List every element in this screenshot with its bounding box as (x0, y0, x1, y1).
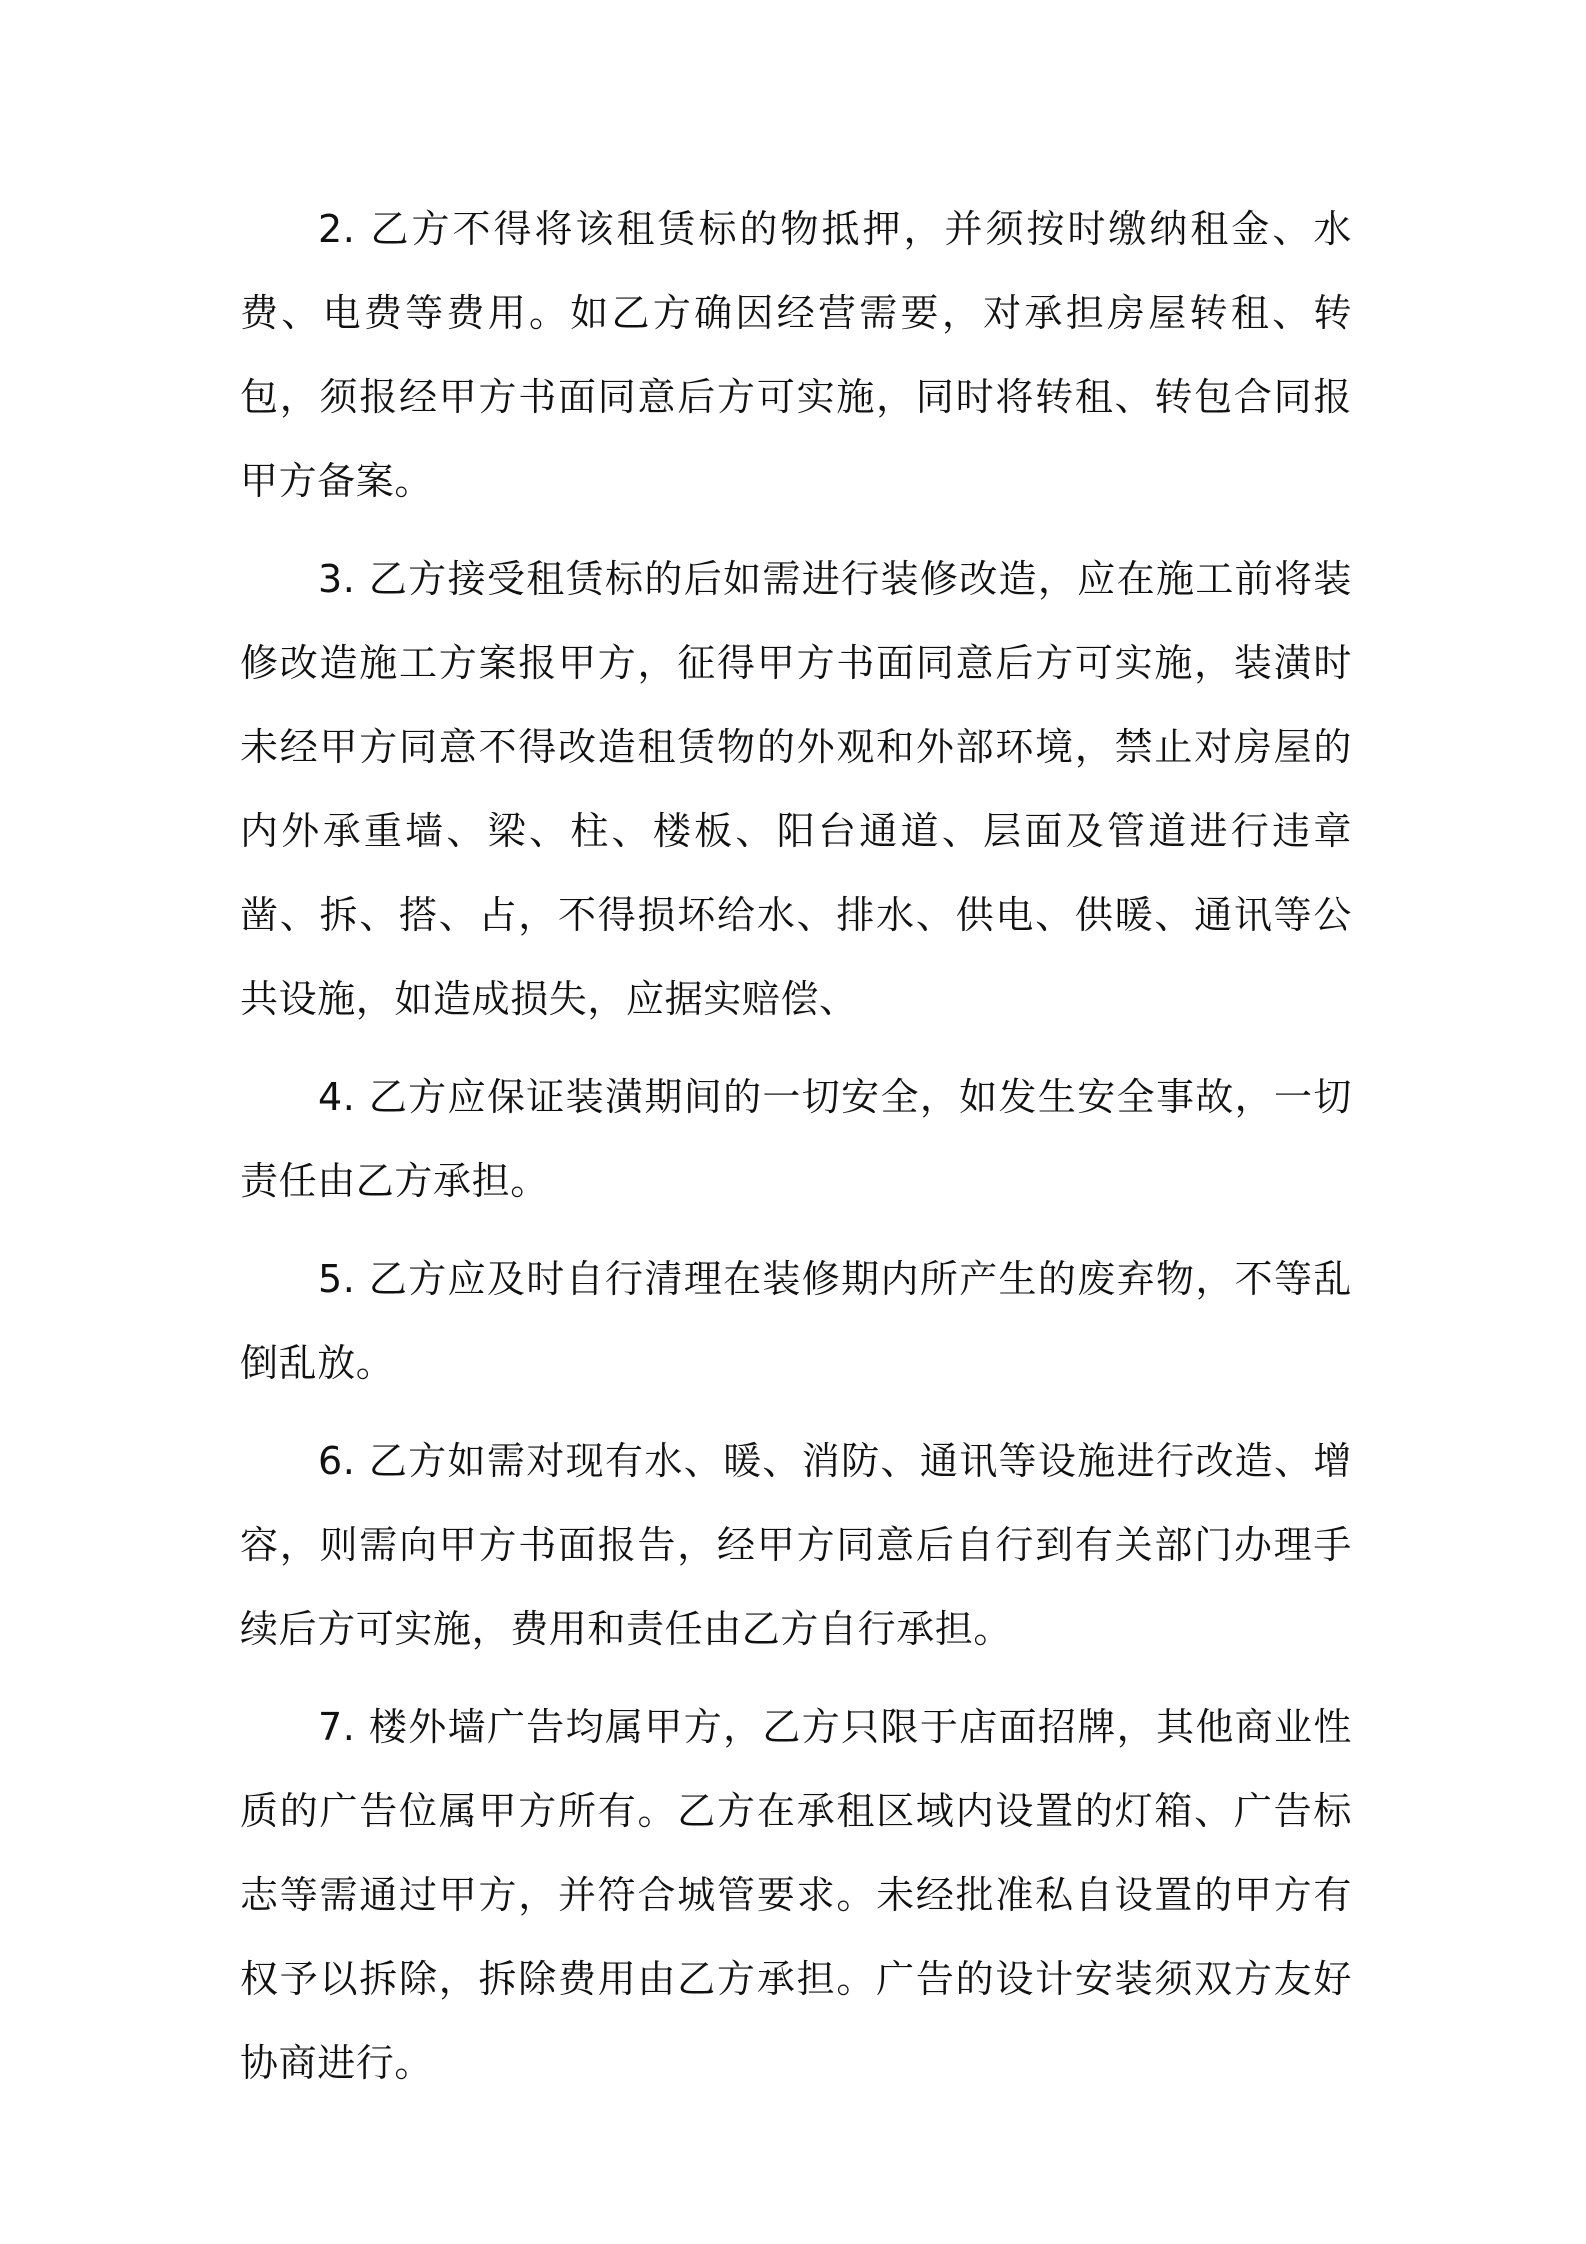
clause-6: 6. 乙方如需对现有水、暖、消防、通讯等设施进行改造、增容，则需向甲方书面报告，经甲方同意后自行到有关部门办理手续后方可实施，费用和责任由乙方自行承担。 (240, 1439, 1352, 1651)
clause-7: 7. 楼外墙广告均属甲方，乙方只限于店面招牌，其他商业性质的广告位属甲方所有。乙方在承租区域内设置的灯箱、广告标志等需通过甲方，并符合城管要求。未经批准私自设置的甲方有权予以拆除，拆除费用由乙方承担。广告的设计安装须双方友好协商进行。 (240, 1705, 1352, 2085)
clause-4: 4. 乙方应保证装潢期间的一切安全，如发生安全事故，一切责任由乙方承担。 (240, 1075, 1352, 1203)
clause-2: 2. 乙方不得将该租赁标的物抵押，并须按时缴纳租金、水费、电费等费用。如乙方确因经营需要，对承担房屋转租、转包，须报经甲方书面同意后方可实施，同时将转租、转包合同报甲方备案。 (240, 207, 1352, 503)
clause-5: 5. 乙方应及时自行清理在装修期内所产生的废弃物，不等乱倒乱放。 (240, 1257, 1352, 1385)
contract-body (240, 187, 1352, 2119)
clause-3: 3. 乙方接受租赁标的后如需进行装修改造，应在施工前将装修改造施工方案报甲方，征得甲方书面同意后方可实施，装潢时未经甲方同意不得改造租赁物的外观和外部环境，禁止对房屋的内外承重墙、梁、柱、楼板、阳台通道、层面及管道进行违章凿、拆、搭、占，不得损坏给水、排水、供电、供暖、通讯等公共设施，如造成损失，应据实赔偿、 (240, 557, 1352, 1021)
